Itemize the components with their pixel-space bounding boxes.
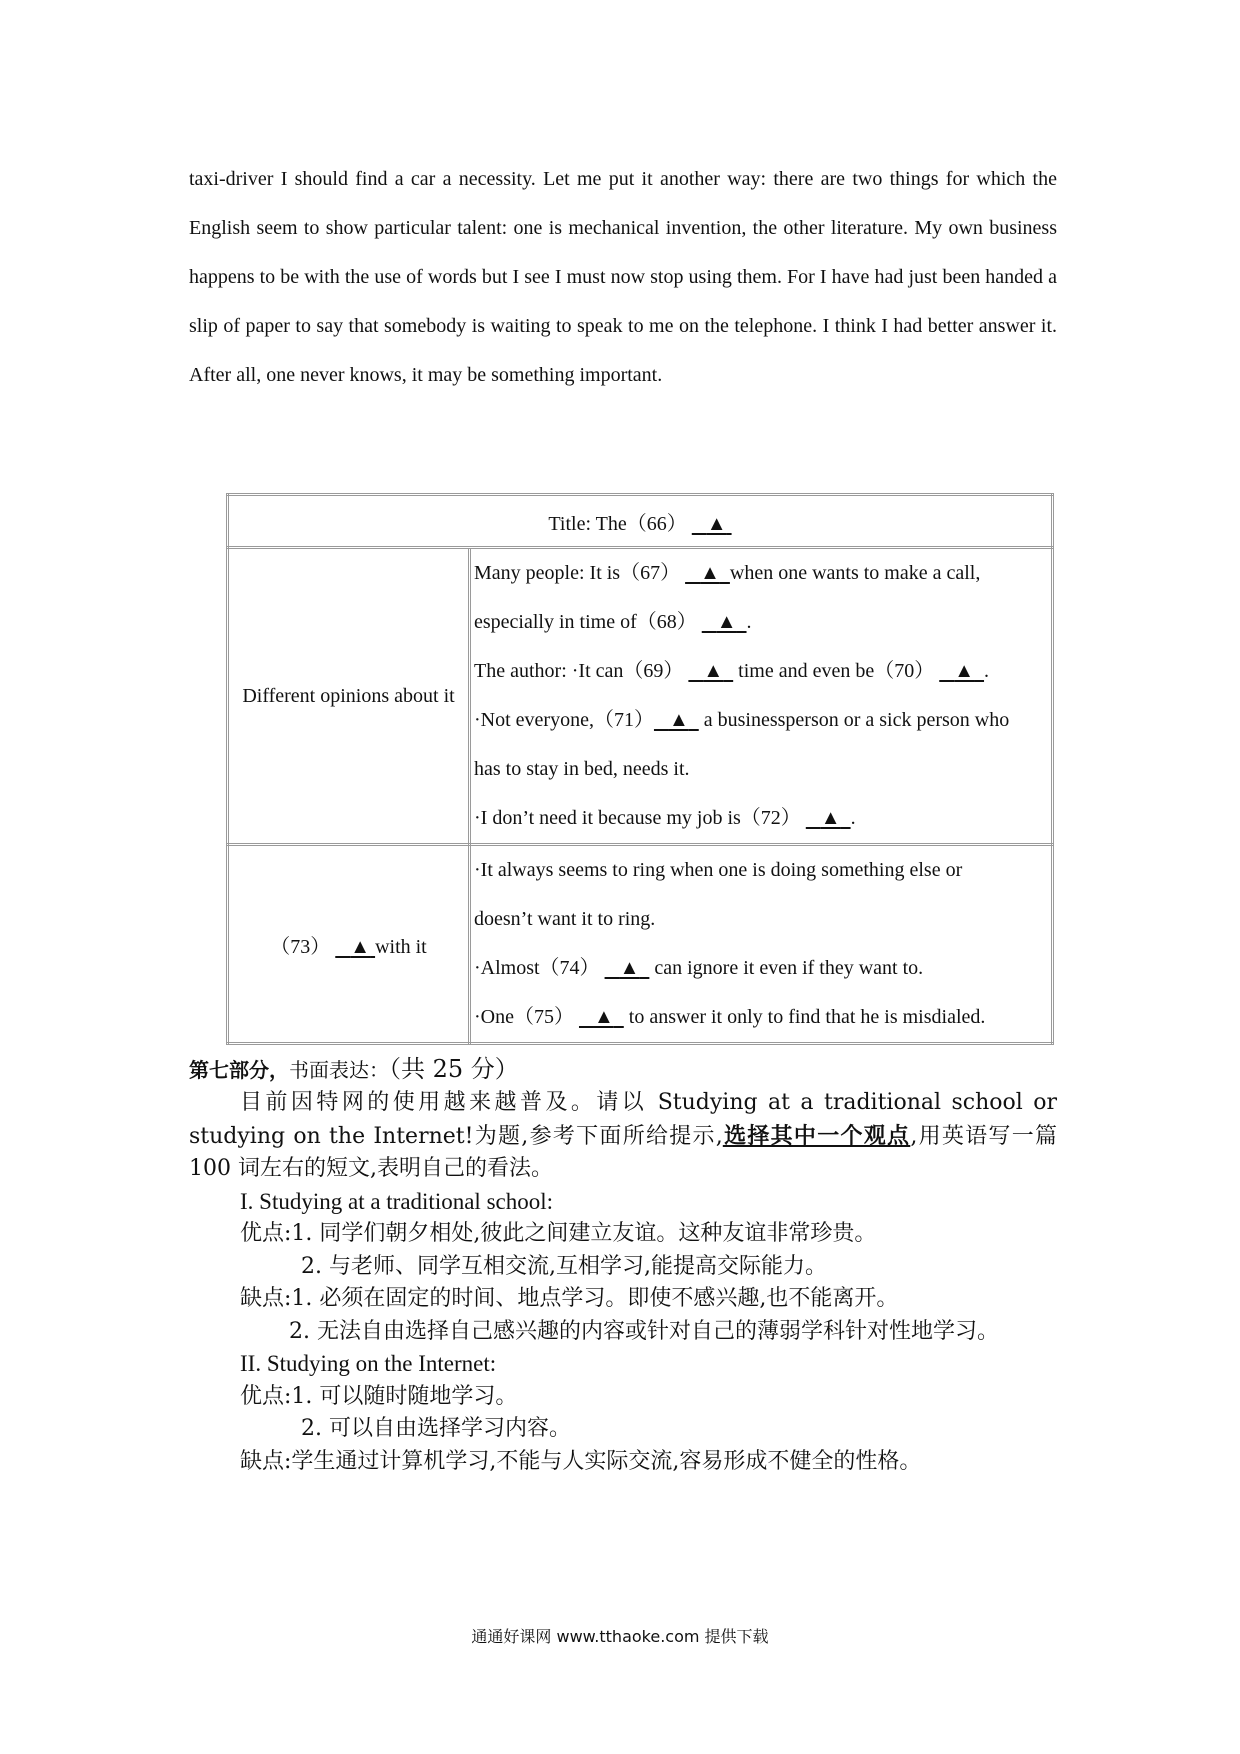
writing-prompt — [189, 1087, 1057, 1478]
title-cell — [228, 495, 1053, 548]
pro-4: 2. 可以自由选择学习内容。 — [301, 1416, 571, 1441]
opinions-content-cell — [470, 548, 1053, 845]
problem-line-2: doesn’t want it to ring. — [474, 908, 656, 930]
writing-section — [189, 1053, 1057, 1478]
con-3: 缺点:学生通过计算机学习,不能与人实际交流,容易形成不健全的性格。 — [240, 1448, 922, 1474]
blank-68: ▲ — [716, 611, 737, 633]
blank-70: ▲ — [954, 660, 975, 682]
problem-line-4: ·One（75） ▲ to answer it only to find that he is misdialed. — [474, 1006, 986, 1028]
prompt-key-phrase: 选择其中一个观点 — [722, 1122, 911, 1149]
problems-label: （73） ▲ with it — [270, 935, 427, 958]
pro-1: 优点:1. 同学们朝夕相处,彼此之间建立友谊。这种友谊非常珍贵。 — [240, 1221, 877, 1246]
con-1: 缺点:1. 必须在固定的时间、地点学习。即使不感兴趣,也不能离开。 — [240, 1286, 899, 1311]
blank-72: ▲ — [820, 807, 841, 829]
opinion-line-3: The author: ·It can（69） ▲ time and even be（70） ▲ . — [474, 660, 990, 682]
opinion-line-1: Many people: It is（67） ▲ when one wants to make a call, — [474, 562, 981, 584]
summary-table — [226, 493, 1054, 1045]
opinion-line-5: has to stay in bed, needs it. — [474, 758, 690, 780]
heading-internet: II. Studying on the Internet: — [240, 1351, 497, 1376]
prompt-paragraph: 目前因特网的使用越来越普及。请以 Studying at a traditional school or studying on the Internet!为题,参考下面所给提示,选择其中一个观点,用英语写一篇 100 词左右的短文,表明自己的看法。 — [189, 1090, 1057, 1181]
opinion-line-6: ·I don’t need it because my job is（72） ▲ . — [474, 807, 856, 829]
table-row-opinions — [228, 548, 1053, 845]
problem-line-1: ·It always seems to ring when one is doing something else or — [474, 859, 963, 881]
blank-66: ▲ — [706, 512, 727, 535]
section-title: 第七部分，书面表达：（共 25 分） — [189, 1055, 519, 1083]
opinions-label: Different opinions about it — [242, 684, 455, 707]
blank-71: ▲ — [668, 709, 689, 731]
blank-74: ▲ — [619, 957, 640, 979]
con-2: 2. 无法自由选择自己感兴趣的内容或针对自己的薄弱学科针对性地学习。 — [289, 1318, 999, 1344]
passage-text: taxi-driver I should find a car a necessity. Let me put it another way: there are two things for which the English seem to show particular talent: one is mechanical invention, the other literature. My own business happens to be with the use of words but I see I must now stop using them. For I have had just been handed a slip of paper to say that somebody is waiting to speak to me on the telephone. I think I had better answer it. After all, one never knows, it may be something important. — [189, 168, 1057, 386]
problems-label-cell — [228, 845, 470, 1044]
problem-line-3: ·Almost（74） ▲ can ignore it even if they want to. — [474, 957, 924, 979]
table-row-problems — [228, 845, 1053, 1044]
heading-traditional: I. Studying at a traditional school: — [240, 1188, 554, 1214]
problems-content-cell — [470, 845, 1053, 1044]
blank-75: ▲ — [593, 1006, 614, 1028]
title-text: Title: The（66） — [548, 512, 687, 535]
opinions-label-cell — [228, 548, 470, 845]
opinion-line-2: especially in time of（68） ▲ . — [474, 611, 752, 633]
reading-passage — [189, 155, 1057, 400]
blank-69: ▲ — [703, 660, 724, 682]
pro-3: 优点:1. 可以随时随地学习。 — [240, 1383, 518, 1409]
opinion-line-4: ·Not everyone,（71） ▲ a businessperson or a sick person who — [474, 709, 1010, 731]
blank-67: ▲ — [700, 562, 720, 584]
pro-2: 2. 与老师、同学互相交流,互相学习,能提高交际能力。 — [301, 1253, 827, 1279]
table-row-title — [228, 495, 1053, 548]
section-score: （共 25 分） — [389, 1055, 519, 1083]
blank-73: ▲ — [350, 935, 371, 958]
page-footer: 通通好课网 www.tthaoke.com 提供下载 — [471, 1627, 769, 1646]
